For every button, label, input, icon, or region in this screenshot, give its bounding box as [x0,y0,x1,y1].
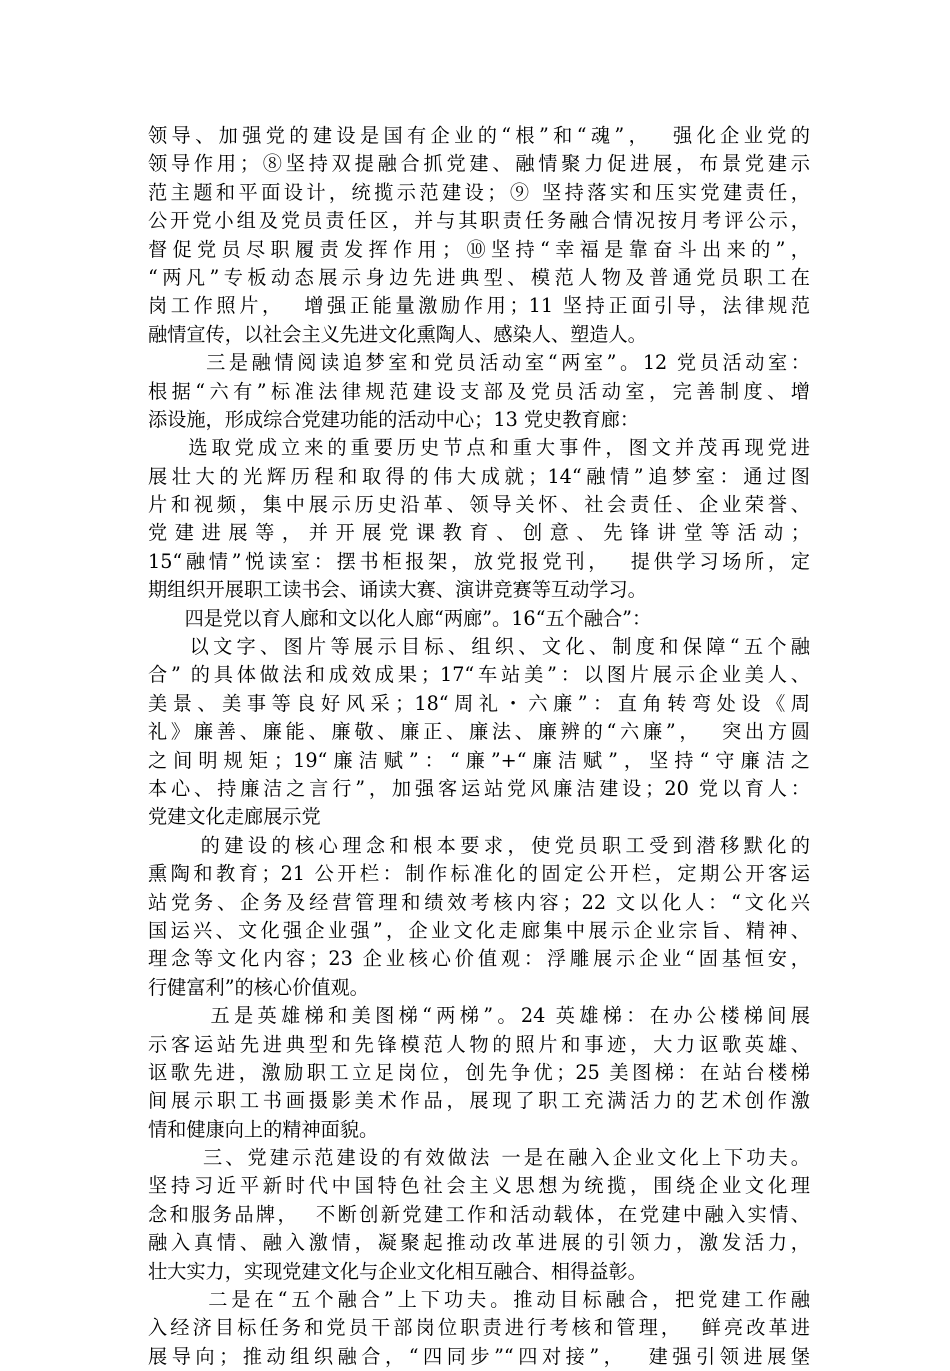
text-line: 四是党以育人廊和文以化人廊“两廊”。16“五个融合”： [148,606,652,630]
text-line: 根据“六有”标准法律规范建设支部及党员活动室，完善制度、增 [148,379,810,403]
text-line: 间展示职工书画摄影美术作品，展现了职工充满活力的艺术创作激 [148,1089,810,1113]
text-line: 期组织开展职工读书会、诵读大赛、演讲竞赛等互动学习。 [148,578,647,602]
text-line: 选取党成立来的重要历史节点和重大事件，图文并茂再现党进 [148,436,810,460]
text-line: 本心、持廉洁之言行”，加强客运站党风廉洁建设；20 党以育人： [148,776,810,800]
text-line: 情和健康向上的精神面貌。 [148,1117,379,1141]
text-line: 入经济目标任务和党员干部岗位职责进行考核和管理， 鲜亮改革进 [148,1316,810,1340]
text-line: 的建设的核心理念和根本要求，使党员职工受到潜移默化的 [148,833,810,857]
text-line: 站党务、企务及经营管理和绩效考核内容；22 文以化人：“文化兴 [148,890,810,914]
text-line: 示客运站先进典型和先锋模范人物的照片和事迹，大力讴歌英雄、 [148,1032,810,1056]
text-line: 领导作用；⑧坚持双提融合抓党建、融情聚力促进展，布景党建示 [148,152,810,176]
text-line: 二是在“五个融合”上下功夫。推动目标融合，把党建工作融 [148,1288,810,1312]
text-line: “两凡”专板动态展示身边先进典型、模范人物及普通党员职工在 [148,265,810,289]
text-line: 讴歌先进，激励职工立足岗位，创先争优；25 美图梯：在站台楼梯 [148,1060,810,1084]
text-line: 五是英雄梯和美图梯“两梯”。24 英雄梯：在办公楼梯间展 [148,1004,810,1028]
text-line: 礼》廉善、廉能、廉敬、廉正、廉法、廉辨的“六廉”， 突出方圆 [148,720,810,744]
text-line: 展导向；推动组织融合，“四同步”“四对接”， 建强引领进展堡 [148,1344,810,1368]
text-line: 公开党小组及党员责任区，并与其职责任务融合情况按月考评公示， [148,209,810,233]
text-line: 党建进展等，并开展党课教育、创意、先锋讲堂等活动； [148,521,810,545]
text-line: 三是融情阅读追梦室和党员活动室“两室”。12 党员活动室： [148,351,810,375]
text-line: 党建文化走廊展示党 [148,805,321,829]
text-line: 理念等文化内容；23 企业核心价值观：浮雕展示企业“固基恒安， [148,947,810,971]
text-line: 领导、加强党的建设是国有企业的“根”和“魂”， 强化企业党的 [148,124,810,147]
text-line: 三、党建示范建设的有效做法 一是在融入企业文化上下功夫。 [148,1146,810,1170]
text-line: 坚持习近平新时代中国特色社会主义思想为统揽，围绕企业文化理 [148,1174,810,1198]
text-line: 行健富利”的核心价值观。 [148,975,369,999]
text-line: 15“融情”悦读室：摆书柜报架，放党报党刊， 提供学习场所，定 [148,549,810,573]
text-line: 融情宣传，以社会主义先进文化熏陶人、感染人、塑造人。 [148,322,647,346]
text-line: 念和服务品牌， 不断创新党建工作和活动载体，在党建中融入实情、 [148,1202,810,1226]
text-line: 督促党员尽职履责发挥作用；⑩坚持“幸福是靠奋斗出来的”， [148,237,810,261]
text-line: 添设施，形成综合党建功能的活动中心；13 党史教育廊： [148,407,640,431]
text-line: 展壮大的光辉历程和取得的伟大成就；14“融情”追梦室：通过图 [148,464,810,488]
text-line: 岗工作照片， 增强正能量激励作用；11 坚持正面引导，法律规范 [148,294,810,318]
document-body [148,122,810,1371]
text-line: 范主题和平面设计，统揽示范建设；⑨ 坚持落实和压实党建责任， [148,180,810,204]
text-line: 壮大实力，实现党建文化与企业文化相互融合、相得益彰。 [148,1259,647,1283]
text-line: 熏陶和教育；21 公开栏：制作标准化的固定公开栏，定期公开客运 [148,862,810,886]
text-line: 之间明规矩；19“廉洁赋”：“廉”+“廉洁赋”，坚持“守廉洁之 [148,748,810,772]
text-line: 以文字、图片等展示目标、组织、文化、制度和保障“五个融 [148,635,810,659]
text-line: 片和视频，集中展示历史沿革、领导关怀、社会责任、企业荣誉、 [148,493,810,517]
text-line: 融入真情、融入激情，凝聚起推动改革进展的引领力，激发活力， [148,1231,810,1255]
text-line: 合” 的具体做法和成效成果；17“车站美”：以图片展示企业美人、 [148,663,810,687]
text-line: 美景、美事等良好风采；18“周礼・六廉”：直角转弯处设《周 [148,691,810,715]
text-line: 国运兴、文化强企业强”，企业文化走廊集中展示企业宗旨、精神、 [148,918,810,942]
